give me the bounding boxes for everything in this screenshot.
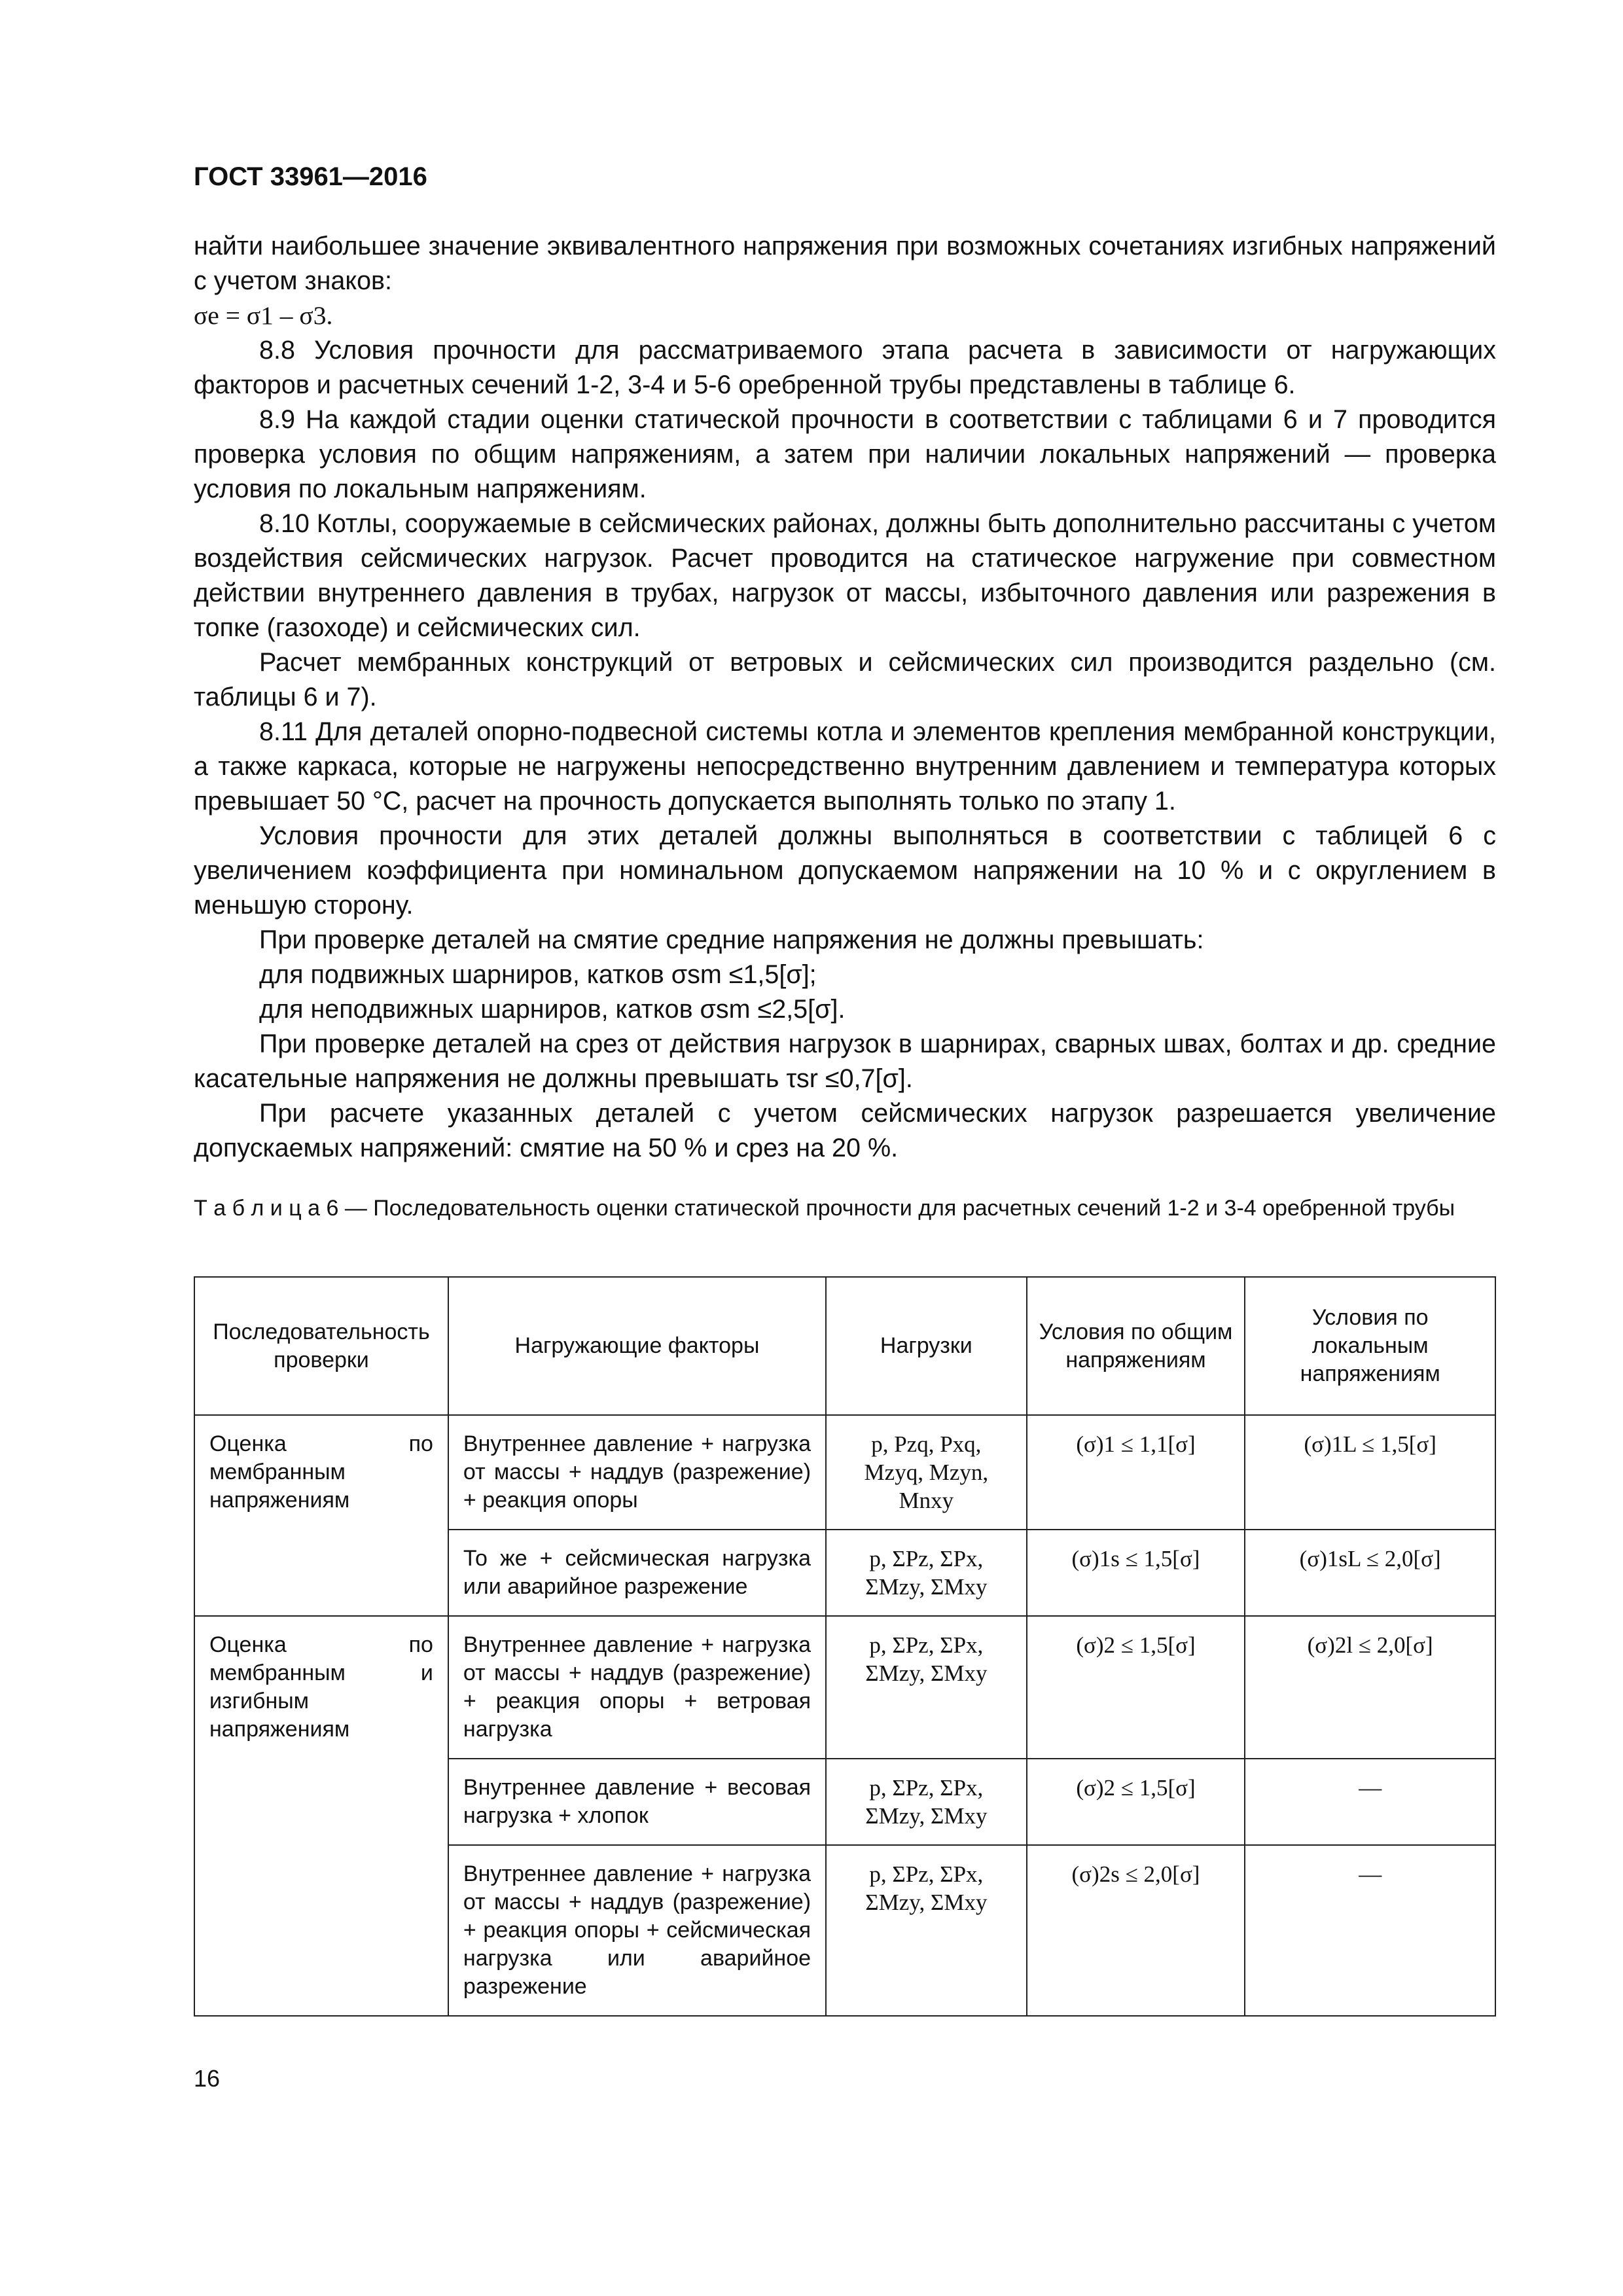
factors-cell: То же + сейсмическая нагрузка или аварийное разрежение: [448, 1530, 826, 1616]
table-caption: Т а б л и ц а 6 — Последовательность оценки статической прочности для расчетных сечений 1-2 и 3-4 оребренной трубы: [194, 1196, 1455, 1221]
paragraph-8-10: 8.10 Котлы, сооружаемые в сейсмических районах, должны быть дополнительно рассчитаны с учетом воздействия сейсмических нагрузок. Расчет проводится на статическое нагружение при совместном действии внутреннего давления в трубах, нагрузок от массы, избыточного давления или разрежения в топке (газоходе) и сейсмических сил.: [194, 509, 1496, 642]
column-header: Условия по локальным напряжениям: [1245, 1277, 1495, 1415]
column-header: Нагружающие факторы: [448, 1277, 826, 1415]
equivalent-stress-formula: σe = σ1 – σ3.: [194, 301, 333, 330]
paragraph: При расчете указанных деталей с учетом сейсмических нагрузок разрешается увеличение допускаемых напряжений: смятие на 50 % и срез на 20 %.: [194, 1099, 1496, 1162]
general-condition-cell: (σ)1 ≤ 1,1[σ]: [1027, 1415, 1245, 1530]
loads-cell: p, ΣPz, ΣPx, ΣMzy, ΣMxy: [826, 1616, 1027, 1759]
paragraph: найти наибольшее значение эквивалентного напряжения при возможных сочетаниях изгибных напряжений с учетом знаков:: [194, 232, 1496, 295]
body-text: [194, 229, 1496, 1166]
paragraph: При проверке деталей на срез от действия нагрузок в шарнирах, сварных швах, болтах и др. средние касательные напряжения не должны превышать τsr ≤0,7[σ].: [194, 1030, 1496, 1093]
general-condition-cell: (σ)2 ≤ 1,5[σ]: [1027, 1759, 1245, 1845]
general-condition-cell: (σ)2 ≤ 1,5[σ]: [1027, 1616, 1245, 1759]
list-item: для неподвижных шарниров, катков σsm ≤2,5[σ].: [259, 995, 846, 1024]
factors-cell: Внутреннее давление + весовая нагрузка + хлопок: [448, 1759, 826, 1845]
table-6: [194, 1276, 1496, 2017]
column-header: Нагрузки: [826, 1277, 1027, 1415]
factors-cell: Внутреннее давление + нагрузка от массы + наддув (разрежение) + реакция опоры + ветровая нагрузка: [448, 1616, 826, 1759]
local-condition-cell: (σ)1sL ≤ 2,0[σ]: [1245, 1530, 1495, 1616]
loads-cell: p, ΣPz, ΣPx, ΣMzy, ΣMxy: [826, 1845, 1027, 2016]
list-item: для подвижных шарниров, катков σsm ≤1,5[σ];: [259, 960, 817, 989]
loads-cell: p, ΣPz, ΣPx, ΣMzy, ΣMxy: [826, 1530, 1027, 1616]
paragraph: Условия прочности для этих деталей должны выполняться в соответствии с таблицей 6 с увеличением коэффициента при номинальном допускаемом напряжении на 10 % и с округлением в меньшую сторону.: [194, 821, 1496, 920]
local-condition-cell: —: [1245, 1845, 1495, 2016]
table-row: [194, 1415, 1495, 1530]
local-condition-cell: —: [1245, 1759, 1495, 1845]
general-condition-cell: (σ)2s ≤ 2,0[σ]: [1027, 1845, 1245, 2016]
table-header-row: [194, 1277, 1495, 1415]
paragraph-8-8: 8.8 Условия прочности для рассматриваемого этапа расчета в зависимости от нагружающих факторов и расчетных сечений 1-2, 3-4 и 5-6 оребренной трубы представлены в таблице 6.: [194, 336, 1496, 399]
loads-cell: p, ΣPz, ΣPx, ΣMzy, ΣMxy: [826, 1759, 1027, 1845]
paragraph-8-11: 8.11 Для деталей опорно-подвесной системы котла и элементов крепления мембранной конструкции, а также каркаса, которые не нагружены непосредственно внутренним давлением и температура которых превышает 50 °С, расчет на прочность допускается выполнять только по этапу 1.: [194, 717, 1496, 816]
column-header: Последовательность проверки: [194, 1277, 448, 1415]
factors-cell: Внутреннее давление + нагрузка от массы + наддув (разрежение) + реакция опоры: [448, 1415, 826, 1530]
factors-cell: Внутреннее давление + нагрузка от массы + наддув (разрежение) + реакция опоры + сейсмическая нагрузка или аварийное разрежение: [448, 1845, 826, 2016]
check-sequence-cell: Оценка по мембранным напряжениям: [194, 1415, 448, 1616]
loads-cell: p, Pzq, Pxq, Mzyq, Mzyn, Mnxy: [826, 1415, 1027, 1530]
table-row: [194, 1616, 1495, 1759]
column-header: Условия по общим напряжениям: [1027, 1277, 1245, 1415]
local-condition-cell: (σ)1L ≤ 1,5[σ]: [1245, 1415, 1495, 1530]
check-sequence-cell: Оценка по мембранным и изгибным напряжениям: [194, 1616, 448, 2016]
page-number: 16: [194, 2065, 221, 2092]
local-condition-cell: (σ)2l ≤ 2,0[σ]: [1245, 1616, 1495, 1759]
document-header: ГОСТ 33961—2016: [194, 162, 427, 191]
paragraph: Расчет мембранных конструкций от ветровых и сейсмических сил производится раздельно (см. таблицы 6 и 7).: [194, 648, 1496, 711]
paragraph: При проверке деталей на смятие средние напряжения не должны превышать:: [259, 925, 1204, 954]
general-condition-cell: (σ)1s ≤ 1,5[σ]: [1027, 1530, 1245, 1616]
paragraph-8-9: 8.9 На каждой стадии оценки статической прочности в соответствии с таблицами 6 и 7 проводится проверка условия по общим напряжениям, а затем при наличии локальных напряжений — проверка условия по локальным напряжениям.: [194, 405, 1496, 503]
